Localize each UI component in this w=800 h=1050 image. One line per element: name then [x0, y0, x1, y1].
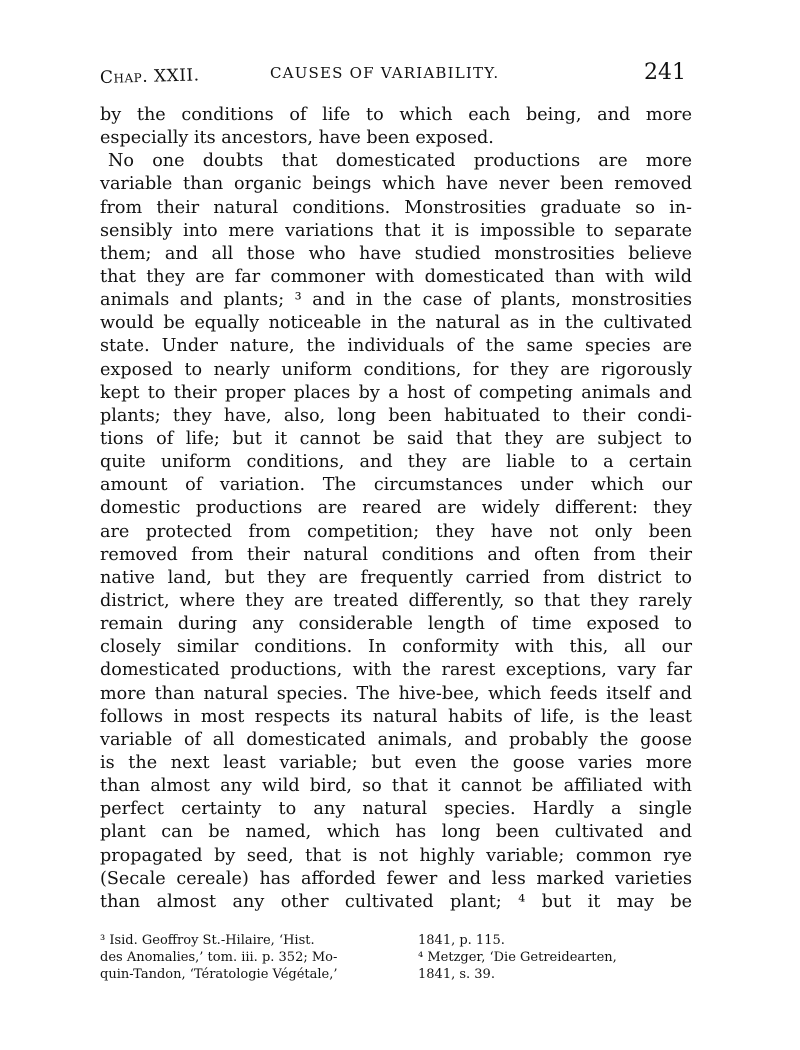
text-line: amount of variation. The circumstances under which our — [100, 475, 692, 496]
text-line: perfect certainty to any natural species. Hardly a single — [100, 799, 692, 820]
text-line: especially its ancestors, have been exposed. — [100, 128, 494, 149]
footnote-line: 1841, s. 39. — [418, 967, 495, 982]
page-number: 241 — [644, 60, 686, 85]
footnote-line: 1841, p. 115. — [418, 933, 505, 948]
text-line: domestic productions are reared are widely different: they — [100, 498, 692, 519]
text-line: than almost any wild bird, so that it cannot be affiliated with — [100, 776, 692, 797]
text-line: No one doubts that domesticated productions are more — [108, 151, 692, 172]
text-line: than almost any other cultivated plant; ⁴ but it may be — [100, 891, 692, 912]
text-line: remain during any considerable length of time exposed to — [100, 614, 692, 635]
text-line: state. Under nature, the individuals of the same species are — [100, 336, 692, 357]
text-line: propagated by seed, that is not highly variable; common rye — [100, 845, 692, 866]
text-line: are protected from competition; they have not only been — [100, 521, 692, 542]
running-head — [100, 62, 690, 92]
footnote-line: ³ Isid. Geoffroy St.-Hilaire, ‘Hist. — [100, 933, 315, 948]
text-line: domesticated productions, with the rarest exceptions, vary far — [100, 660, 692, 681]
footnote-column-right — [418, 932, 694, 983]
text-line: from their natural conditions. Monstrosities graduate so in- — [100, 197, 692, 218]
text-line: tions of life; but it cannot be said that they are subject to — [100, 428, 692, 449]
text-line: plant can be named, which has long been cultivated and — [100, 822, 692, 843]
footnote-line: ⁴ Metzger, ‘Die Getreidearten, — [418, 950, 617, 965]
footnote-column-left — [100, 932, 400, 983]
footnote-line: des Anomalies,’ tom. iii. p. 352; Mo- — [100, 950, 338, 965]
text-line: them; and all those who have studied monstrosities believe — [100, 243, 692, 264]
text-line: plants; they have, also, long been habituated to their condi- — [100, 405, 692, 426]
text-line: (Secale cereale) has afforded fewer and less marked varieties — [100, 868, 692, 889]
text-line: exposed to nearly uniform conditions, for they are rigorously — [100, 359, 692, 380]
text-line: removed from their natural conditions and often from their — [100, 544, 692, 565]
text-line: variable of all domesticated animals, and probably the goose — [100, 729, 692, 750]
text-line: would be equally noticeable in the natural as in the cultivated — [100, 313, 692, 334]
text-line: district, where they are treated differently, so that they rarely — [100, 590, 692, 611]
text-line: animals and plants; ³ and in the case of plants, monstrosities — [100, 290, 692, 311]
text-line: kept to their proper places by a host of competing animals and — [100, 382, 692, 403]
footnote-line: quin-Tandon, ‘Tératologie Végétale,’ — [100, 967, 338, 982]
text-line: native land, but they are frequently carried from district to — [100, 567, 692, 588]
text-line: more than natural species. The hive-bee, which feeds itself and — [100, 683, 692, 704]
body-text — [100, 104, 692, 914]
text-line: quite uniform conditions, and they are liable to a certain — [100, 452, 692, 473]
text-line: by the conditions of life to which each being, and more — [100, 105, 692, 125]
text-line: is the next least variable; but even the goose varies more — [100, 752, 692, 773]
running-title: CAUSES OF VARIABILITY. — [270, 64, 500, 82]
chapter-label: Chap. XXII. — [99, 65, 200, 88]
text-line: follows in most respects its natural habits of life, is the least — [100, 706, 692, 727]
text-line: sensibly into mere variations that it is impossible to separate — [100, 220, 692, 241]
text-line: variable than organic beings which have never been removed — [100, 174, 692, 195]
text-line: that they are far commoner with domesticated than with wild — [100, 266, 692, 287]
text-line: closely similar conditions. In conformity with this, all our — [100, 637, 692, 658]
